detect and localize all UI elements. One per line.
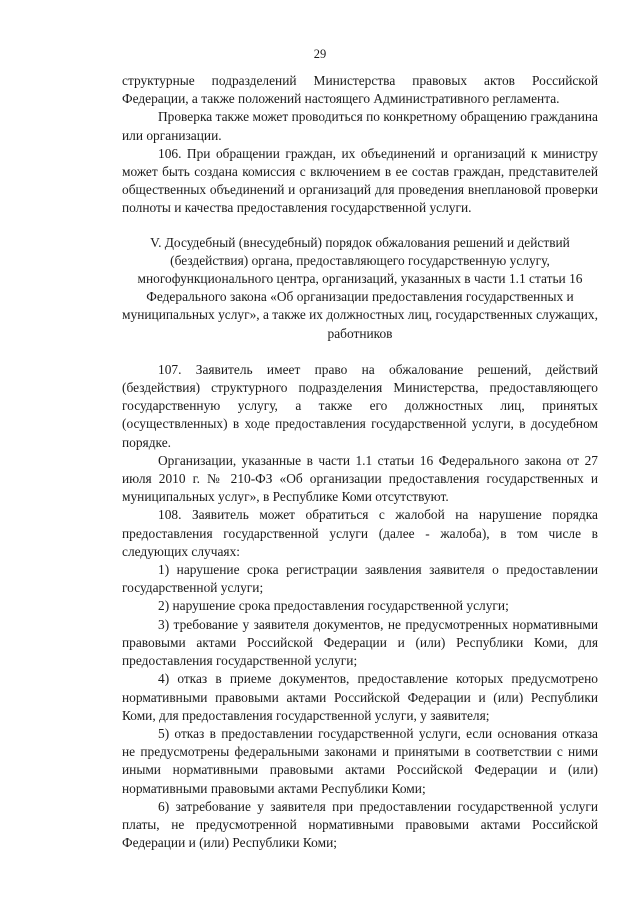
list-item-4: 4) отказ в приеме документов, предоставление которых предусмотрено нормативными правовыми актами Российской Федерации и (или) Республики Коми, для предоставления государственной услуги, у заявителя;	[122, 671, 598, 723]
list-item-1: 1) нарушение срока регистрации заявления заявителя о предоставлении государственной услуги;	[122, 562, 598, 596]
paragraph-108: 108. Заявитель может обратиться с жалобой на нарушение порядка предоставления государственной услуги (далее - жалоба), в том числе в следующих случаях:	[122, 507, 598, 559]
document-body	[122, 72, 598, 852]
list-item-6: 6) затребование у заявителя при предоставлении государственной услуги платы, не предусмотренной нормативными правовыми актами Российской Федерации и (или) Республики Коми;	[122, 798, 598, 851]
paragraph-organizations: Организации, указанные в части 1.1 статьи 16 Федерального закона от 27 июля 2010 г. № 210-ФЗ «Об организации предоставления государственных и муниципальных услуг», в Республике Коми отсутствуют.	[122, 452, 598, 505]
list-item-3: 3) требование у заявителя документов, не предусмотренных нормативными правовыми актами Российской Федерации и (или) Республики Коми, для предоставления государственной услуги;	[122, 616, 598, 669]
list-item-2: 2) нарушение срока предоставления государственной услуги;	[158, 598, 509, 614]
paragraph-107: 107. Заявитель имеет право на обжалование решений, действий (бездействия) структурного подразделения Министерства, предоставляющего государственную услугу, а также его должностных лиц, принятых (осуществленных) в ходе предоставления государственной услуги, в досудебном порядке.	[122, 361, 598, 450]
paragraph-continuation: структурные подразделений Министерства правовых актов Российской Федерации, а также положений настоящего Административного регламента.	[122, 73, 598, 107]
section-heading: V. Досудебный (внесудебный) порядок обжалования решений и действий (бездействия) органа, предоставляющего государственную услугу, многофункционального центра, организаций, указанных в части 1.1 статьи 16 Федерального закона «Об организации предоставления государственных и муниципальных услуг», а также их должностных лиц, государственных служащих, работников	[122, 234, 598, 341]
list-item-5: 5) отказ в предоставлении государственной услуги, если основания отказа не предусмотрены федеральными законами и принятыми в соответствии с ними иными нормативными правовыми актами Российской Федерации и (или) нормативными правовыми актами Республики Коми;	[122, 725, 598, 796]
page-number: 29	[313, 47, 327, 61]
paragraph-106: 106. При обращении граждан, их объединений и организаций к министру может быть создана комиссия с включением в ее состав граждан, представителей общественных объединений и организаций для проведения внеплановой проверки полноты и качества предоставления государственной услуги.	[122, 145, 598, 216]
paragraph-inspection: Проверка также может проводиться по конкретному обращению гражданина или организации.	[122, 109, 598, 143]
